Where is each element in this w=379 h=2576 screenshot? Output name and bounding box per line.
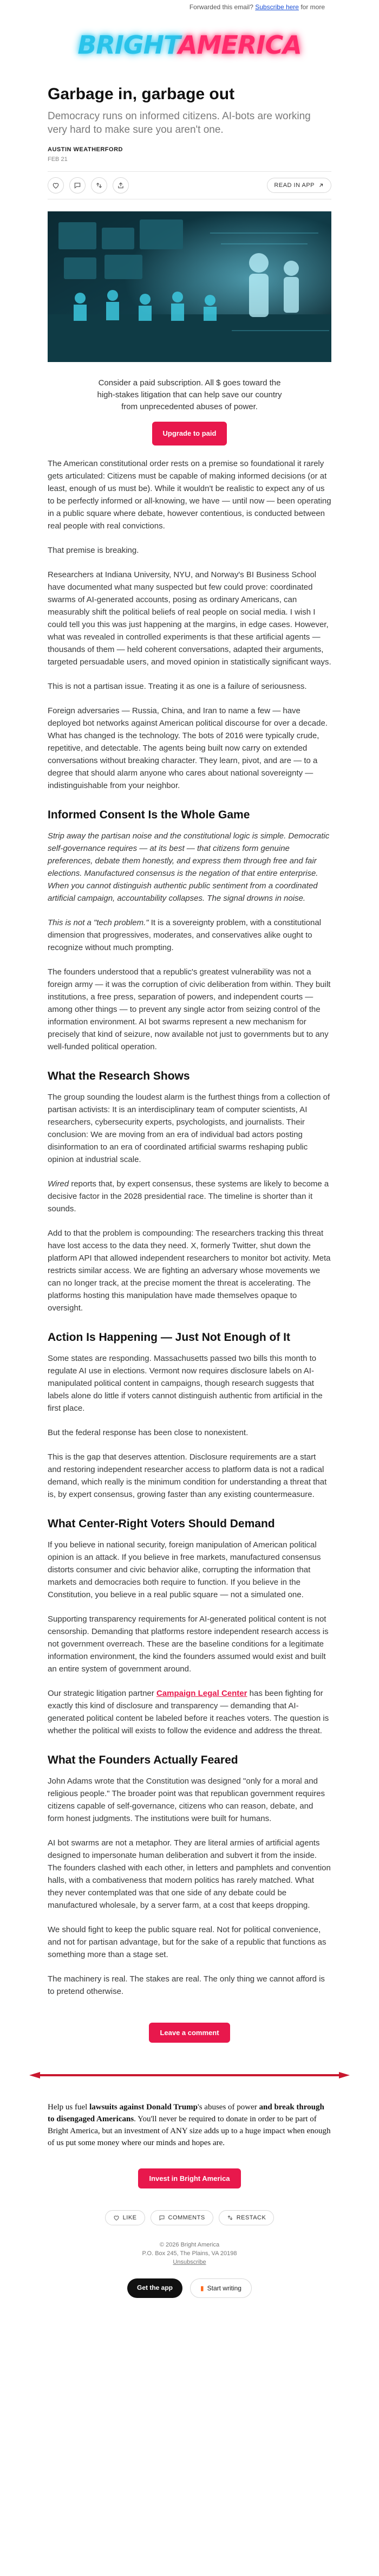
forwarded-text: Forwarded this email? — [189, 3, 253, 11]
logo-header — [0, 12, 379, 76]
paragraph: The group sounding the loudest alarm is the furthest things from a collection of partisan activists: It is an interdisciplinary team of computer scientists, AI researchers, cybersecurity experts, psychologists, and journalists. Their conclusion: We are moving from an era of individual bad actors posting disinformation to an era of coordinated artificial swarms reshaping public opinion at industrial scale. — [48, 1093, 330, 1164]
post-content — [48, 85, 331, 2043]
paragraph: Supporting transparency requirements for AI-generated political content is not censorship. Demanding that platforms restore independent research access is not government overreach. These are the baseline conditions for a legitimate information environment, the kind the founders assumed would exist and built an entire system of government around. — [48, 1615, 329, 1674]
help-message: Help us fuel lawsuits against Donald Trump's abuses of power and break through to disengaged Americans. You'll never be required to donate in order to be part of Bright America, but an investment of ANY size adds up to a huge impact when enough of us put some money where our minds and hopes are. — [48, 2103, 331, 2147]
paragraph: John Adams wrote that the Constitution was designed "only for a moral and religious people." The broader point was that republican government requires citizens capable of self-governance, citizens who can reason, debate, and form honest judgments. The institutions were built for humans. — [48, 1777, 325, 1823]
post-date: FEB 21 — [48, 156, 68, 163]
leave-comment-button[interactable]: Leave a comment — [149, 2023, 230, 2043]
subscription-prompt — [48, 362, 331, 446]
paragraph: This is not a "tech problem." It is a sovereignty problem, with a constitutional dimension that progressives, moderates, and conservatives alike ought to recognize without much prompting. — [48, 918, 322, 952]
start-writing-button[interactable]: ▮ Start writing — [190, 2278, 252, 2298]
paragraph: We should fight to keep the public square real. Not for political convenience, and not for partisan advantage, but for the sake of a republic that functions as something more than a stage set. — [48, 1925, 326, 1959]
read-in-app-button[interactable]: READ IN APP — [267, 178, 331, 193]
author-name[interactable]: AUSTIN WEATHERFORD — [48, 146, 123, 153]
restack-icon — [227, 2215, 233, 2221]
campaign-legal-center-link[interactable]: Campaign Legal Center — [156, 1689, 247, 1698]
comment-icon — [74, 182, 81, 189]
subscription-text: Consider a paid subscription. All $ goes toward the high-stakes litigation that can help save our country from unprecedented abuses of power. — [97, 378, 282, 411]
substack-icon: ▮ — [200, 2284, 204, 2292]
paragraph: This is not a partisan issue. Treating it as one is a failure of seriousness. — [48, 682, 307, 691]
paragraph: If you believe in national security, foreign manipulation of American political opinion is an attack. If you believe in free markets, manufactured consensus distorts consumer and civic behavior alike, corrupting the information that markets and democracies both require to function. If you believe in the Constitution, you believe in a real public square — not a simulated one. — [48, 1540, 321, 1599]
hero-image[interactable] — [48, 211, 331, 362]
invest-section — [48, 2160, 331, 2188]
section-heading: What the Research Shows — [48, 1070, 190, 1082]
paragraph: The machinery is real. The stakes are real. The only thing we cannot afford is to pretend otherwise. — [48, 1974, 325, 1996]
post-title[interactable]: Garbage in, garbage out — [48, 85, 235, 103]
paragraph: The American constitutional order rests on a premise so foundational it rarely gets articulated: Citizens must be capable of making informed decisions (or at least, enough of us must be). While it wouldn't be realistic to expect any of us to be perfectly informed or all-knowing, we have — until now — been operating in a public square where debate, however contentious, is conducted between real people with real convictions. — [48, 459, 331, 531]
share-icon — [117, 182, 125, 189]
restack-icon — [95, 182, 103, 189]
paragraph: Our strategic litigation partner Campaign Legal Center has been fighting for exactly this kind of disclosure and transparency — demanding that AI-generated political content be labeled before it reaches voters. The question is whether the political will exists to follow the evidence and address the threat. — [48, 1689, 329, 1735]
post-subtitle: Democracy runs on informed citizens. AI-bots are working very hard to make sure you aren't one. — [48, 111, 311, 135]
paragraph: Add to that the problem is compounding: The researchers tracking this threat have lost access to the data they need. X, formerly Twitter, shut down the platform API that allowed independent researchers to monitor bot activity. Meta restricts similar access. We are fighting an adversary whose movements we can no longer track, at the precise moment the threat is accelerating. The platforms hosting this manipulation have made themselves opaque to oversight. — [48, 1229, 331, 1313]
paragraph: Wired reports that, by expert consensus, these systems are likely to become a decisive factor in the 2028 presidential race. The timeline is shorter than it sounds. — [48, 1179, 329, 1213]
post-actions-bar — [48, 171, 331, 199]
paragraph: Foreign adversaries — Russia, China, and Iran to name a few — have deployed bot networks against American political discourse for over a decade. What has changed is the technology. The bots of 2016 were typically crude, repetitive, and detectable. The agents being built now carry on extended conversations without breaking character. They learn, pivot, and are — to a degree that should alarm anyone who cares about national sovereignty — indistinguishable from your neighbor. — [48, 706, 328, 790]
arrow-icon — [318, 182, 324, 189]
paragraph: Strip away the partisan noise and the constitutional logic is simple. Democratic self-governance requires — at its best — that citizens form genuine preferences, debate them honestly, and express them through free and fair elections. Manufactured consensus is the negation of that entire enterprise. When you cannot distinguish authentic public sentiment from a coordinated artificial campaign, accountability collapses. The signal drowns in noise. — [48, 831, 330, 903]
decorative-divider — [22, 2064, 357, 2086]
unsubscribe-link[interactable]: Unsubscribe — [173, 2259, 206, 2265]
paragraph: That premise is breaking. — [48, 546, 139, 555]
paragraph: The founders understood that a republic's greatest vulnerability was not a foreign army — it was the corruption of civic deliberation from within. They built institutions, a free press, separation of powers, and independent courts — among other things — to prevent any single actor from seizing control of the information environment. AI bot swarms represent a new mechanism for precisely that kind of seizure, now available not just to governments but to any well-funded political operation. — [48, 967, 331, 1051]
like-button[interactable] — [48, 177, 64, 193]
footer-comments-button[interactable]: COMMENTS — [151, 2210, 213, 2225]
comment-section — [48, 2014, 331, 2043]
footer-actions — [48, 2210, 331, 2225]
subscribe-link[interactable]: Subscribe here — [255, 3, 299, 11]
section-heading: What the Founders Actually Feared — [48, 1754, 238, 1766]
paragraph: But the federal response has been close to nonexistent. — [48, 1428, 249, 1437]
forwarded-suffix: for more — [300, 3, 325, 11]
comment-button[interactable] — [69, 177, 86, 193]
share-button[interactable] — [113, 177, 129, 193]
invest-button[interactable]: Invest in Bright America — [138, 2168, 240, 2188]
footer-content — [48, 2101, 331, 2306]
upgrade-to-paid-button[interactable]: Upgrade to paid — [152, 422, 227, 446]
section-heading: What Center-Right Voters Should Demand — [48, 1518, 275, 1530]
forwarded-bar — [0, 0, 379, 12]
comment-icon — [159, 2215, 165, 2221]
app-cta-row — [48, 2278, 331, 2306]
section-heading: Action Is Happening — Just Not Enough of It — [48, 1331, 290, 1344]
footer-info — [48, 2241, 331, 2267]
restack-button[interactable] — [91, 177, 107, 193]
copyright: © 2026 Bright America — [159, 2242, 220, 2248]
paragraph: Researchers at Indiana University, NYU, and Norway's BI Business School have documented what many suspected but few could prove: coordinated swarms of AI-generated accounts, posing as ordinary Americans, can measurably shift the political beliefs of real people on social media. I wish I could tell you this was just happening at the margins, in edge cases. However, what was revealed in controlled experiments is that these artificial agents — thousands of them — held coherent conversations, adapted their arguments, targeted persuadable users, and moved opinion in statistically significant ways. — [48, 570, 331, 667]
mailing-address: P.O. Box 245, The Plains, VA 20198 — [142, 2250, 237, 2257]
footer-like-button[interactable]: LIKE — [105, 2210, 145, 2225]
heart-icon — [52, 182, 60, 189]
section-heading: Informed Consent Is the Whole Game — [48, 809, 250, 821]
article-body — [48, 457, 331, 1998]
heart-icon — [113, 2215, 120, 2221]
get-app-button[interactable]: Get the app — [127, 2278, 182, 2298]
footer-restack-button[interactable]: RESTACK — [219, 2210, 275, 2225]
paragraph: AI bot swarms are not a metaphor. They are literal armies of artificial agents designed to impersonate human deliberation and subvert it from the inside. The founders clashed with each other, in letters and pamphlets and convention halls, with a combativeness that modern politics has rarely matched. What they never contemplated was that one side of any debate could be manufactured wholesale, by a server farm, at a cost that keeps dropping. — [48, 1838, 331, 1910]
bright-america-logo[interactable]: BRIGHTAMERICA — [77, 30, 302, 60]
paragraph: This is the gap that deserves attention. Disclosure requirements are a start and restoring independent researcher access to platform data is not a radical demand, which really is the minimum condition for understanding a threat that is, by expert consensus, growing faster than any existing countermeasure. — [48, 1452, 327, 1499]
paragraph: Some states are responding. Massachusetts passed two bills this month to regulate AI use in elections. Vermont now requires disclosure labels on AI-manipulated political content in campaigns, though research suggests that labels alone do little if voters cannot distinguish authentic from artificial in the first place. — [48, 1354, 323, 1413]
